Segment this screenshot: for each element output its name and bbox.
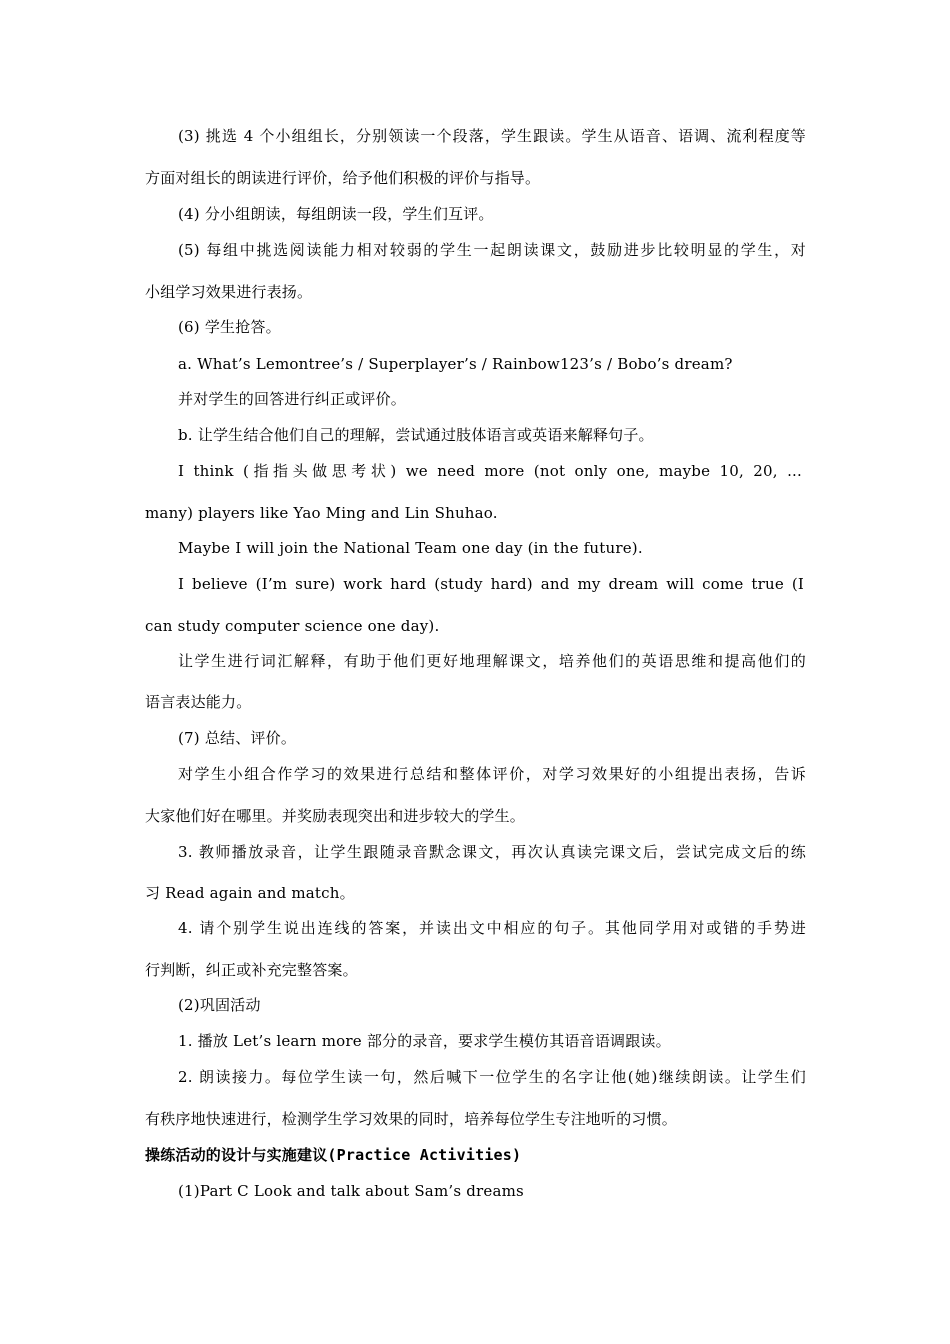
paragraph-line: 大家他们好在哪里。并奖励表现突出和进步较大的学生。: [145, 807, 526, 825]
paragraph-line: I think (指指头做思考状) we need more (not only one, maybe 10, 20, ...: [178, 462, 802, 480]
paragraph-line: 小组学习效果进行表扬。: [145, 283, 313, 301]
paragraph-line: 让学生进行词汇解释，有助于他们更好地理解课文，培养他们的英语思维和提高他们的: [178, 652, 806, 670]
paragraph-line: 1. 播放 Let’s learn more 部分的录音，要求学生模仿其语音语调跟读。: [178, 1032, 671, 1050]
paragraph-line: (6) 学生抢答。: [178, 318, 281, 336]
paragraph-line: a. What’s Lemontree’s / Superplayer’s / Rainbow123’s / Bobo’s dream?: [178, 355, 733, 373]
paragraph-line: 对学生小组合作学习的效果进行总结和整体评价，对学习效果好的小组提出表扬，告诉: [178, 765, 806, 783]
section-heading: 操练活动的设计与实施建议(Practice Activities): [145, 1146, 522, 1164]
paragraph-line: 语言表达能力。: [145, 693, 252, 711]
paragraph-line: can study computer science one day).: [145, 617, 440, 635]
paragraph-line: (2)巩固活动: [178, 996, 261, 1014]
paragraph-line: 2. 朗读接力。每位学生读一句，然后喊下一位学生的名字让他(她)继续朗读。让学生们: [178, 1068, 806, 1086]
paragraph-line: 行判断，纠正或补充完整答案。: [145, 961, 358, 979]
paragraph-line: (7) 总结、评价。: [178, 729, 297, 747]
paragraph-line: I believe (I’m sure) work hard (study hard) and my dream will come true (I: [178, 575, 804, 593]
paragraph-line: (4) 分小组朗读，每组朗读一段，学生们互评。: [178, 205, 494, 223]
paragraph-line: 3. 教师播放录音，让学生跟随录音默念课文，再次认真读完课文后，尝试完成文后的练: [178, 843, 806, 861]
paragraph-line: Maybe I will join the National Team one day (in the future).: [178, 539, 643, 557]
paragraph-line: b. 让学生结合他们自己的理解，尝试通过肢体语言或英语来解释句子。: [178, 426, 654, 444]
paragraph-line: 4. 请个别学生说出连线的答案，并读出文中相应的句子。其他同学用对或错的手势进: [178, 919, 806, 937]
paragraph-line: 方面对组长的朗读进行评价，给予他们积极的评价与指导。: [145, 169, 541, 187]
paragraph-line: (1)Part C Look and talk about Sam’s dreams: [178, 1182, 524, 1200]
paragraph-line: 并对学生的回答进行纠正或评价。: [178, 390, 407, 408]
paragraph-line: (3) 挑选 4 个小组组长，分别领读一个段落，学生跟读。学生从语音、语调、流利程度等: [178, 127, 806, 145]
paragraph-line: 有秩序地快速进行，检测学生学习效果的同时，培养每位学生专注地听的习惯。: [145, 1110, 678, 1128]
paragraph-line: 习 Read again and match。: [145, 884, 355, 902]
paragraph-line: (5) 每组中挑选阅读能力相对较弱的学生一起朗读课文，鼓励进步比较明显的学生，对: [178, 241, 806, 259]
paragraph-line: many) players like Yao Ming and Lin Shuhao.: [145, 504, 498, 522]
